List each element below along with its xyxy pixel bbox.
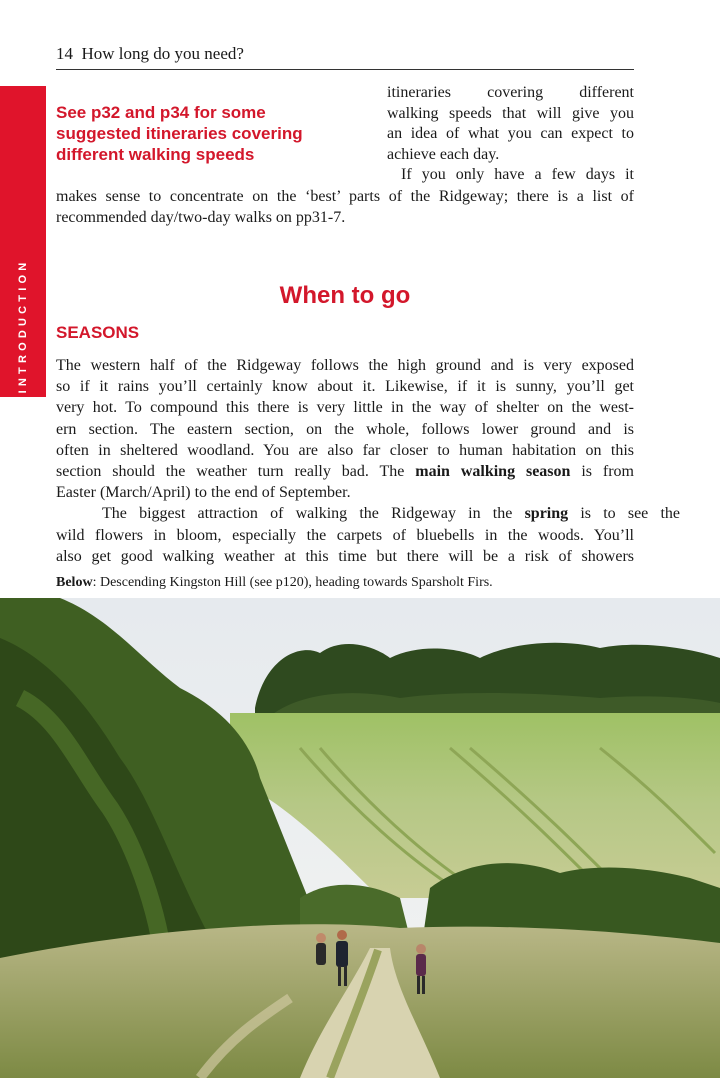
text-line: itineraries covering different bbox=[387, 84, 634, 101]
text-segment: section should the weather turn really bad. The bbox=[56, 463, 416, 481]
landscape-photo bbox=[0, 598, 720, 1078]
caption-label: Below bbox=[56, 575, 93, 590]
pull-quote-line: See p32 and p34 for some bbox=[56, 103, 266, 122]
pull-quote-line: different walking speeds bbox=[56, 145, 255, 164]
running-title: How long do you need? bbox=[81, 44, 244, 63]
continuation-text bbox=[56, 186, 634, 228]
text-line: achieve each day. bbox=[387, 145, 500, 163]
side-tab-label: INTRODUCTION bbox=[17, 258, 29, 394]
header-rule bbox=[56, 69, 634, 70]
text-line: recommended day/two-day walks on pp31-7. bbox=[56, 209, 346, 226]
text-segment: The biggest attraction of walking the Ridgeway in the bbox=[102, 505, 525, 523]
pull-quote-line: suggested itineraries covering bbox=[56, 124, 303, 143]
section-side-tab bbox=[0, 86, 46, 397]
bold-term-main-walking-season: main walking season bbox=[415, 463, 571, 481]
running-header bbox=[56, 44, 634, 64]
text-segment: is from bbox=[570, 463, 634, 481]
text-line: often in sheltered woodland. You are also far closer to human habitation on this bbox=[56, 441, 634, 459]
text-line: The western half of the Ridgeway follows the high ground and is very exposed bbox=[56, 357, 634, 374]
text-line: ern section. The eastern section, on the whole, follows lower ground and is bbox=[56, 420, 634, 438]
text-line bbox=[56, 503, 680, 524]
text-line: Easter (March/April) to the end of September. bbox=[56, 484, 351, 502]
text-line: very hot. To compound this there is very little in the way of shelter on the west- bbox=[56, 399, 634, 417]
pull-quote bbox=[56, 102, 356, 165]
text-line: so if it rains you’ll certainly know about it. Likewise, if it is sunny, you’ll get bbox=[56, 378, 634, 396]
subheading: SEASONS bbox=[56, 323, 140, 342]
page-number: 14 bbox=[56, 44, 73, 63]
text-line: makes sense to concentrate on the ‘best’ parts of the Ridgeway; there is a list of bbox=[56, 188, 634, 205]
text-line: also get good walking weather at this time but there will be a risk of showers bbox=[56, 547, 634, 565]
section-heading: When to go bbox=[279, 282, 411, 309]
body-text bbox=[56, 355, 681, 567]
text-segment: is to see the bbox=[568, 505, 681, 523]
text-line bbox=[56, 461, 634, 482]
bold-term-spring: spring bbox=[524, 505, 569, 523]
caption-text: : Descending Kingston Hill (see p120), heading towards Sparsholt Firs. bbox=[92, 575, 493, 590]
text-line: wild flowers in bloom, especially the carpets of bluebells in the woods. You’ll bbox=[56, 526, 634, 544]
right-column-text bbox=[387, 83, 634, 186]
text-line: walking speeds that will give you bbox=[387, 104, 634, 122]
photo-caption bbox=[56, 574, 656, 592]
text-line: an idea of what you can expect to bbox=[387, 125, 634, 142]
text-line: If you only have a few days it bbox=[401, 166, 634, 183]
